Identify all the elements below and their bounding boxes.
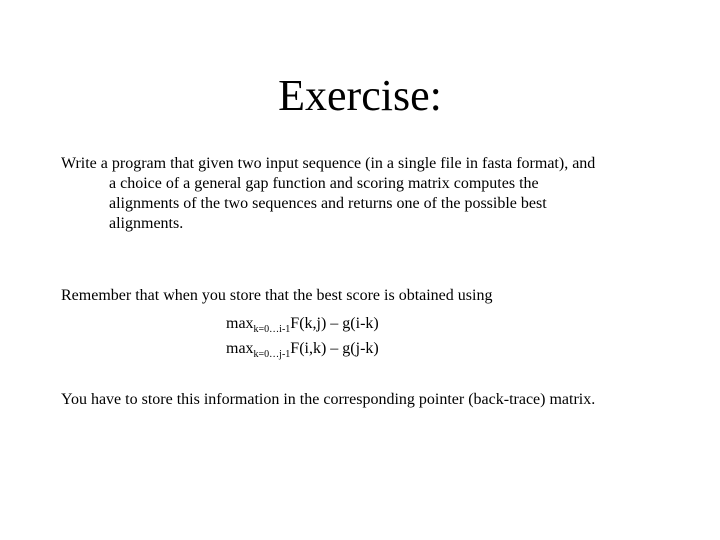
slide-title: Exercise: (278, 71, 442, 120)
exercise-paragraph (61, 154, 595, 234)
formula-max-over-i (226, 314, 379, 336)
formula-operator: max (226, 315, 254, 332)
storage-paragraph: You have to store this information in the corresponding pointer (back-trace) matrix. (61, 391, 596, 408)
reminder-paragraph: Remember that when you store that the best score is obtained using (61, 287, 493, 304)
formula-max-over-j (226, 339, 379, 361)
text-line: alignments. (109, 215, 184, 232)
text-line: alignments of the two sequences and returns one of the possible best (109, 195, 547, 212)
formula-operator: max (226, 340, 254, 357)
formula-expression: F(k,j) – g(i-k) (290, 315, 379, 332)
formula-subscript: k=0…i-1 (253, 324, 291, 335)
text-line: a choice of a general gap function and scoring matrix computes the (109, 175, 539, 192)
text-line: Write a program that given two input sequence (in a single file in fasta format), and (61, 155, 596, 172)
formula-subscript: k=0…j-1 (253, 349, 291, 360)
formula-expression: F(i,k) – g(j-k) (290, 340, 379, 357)
